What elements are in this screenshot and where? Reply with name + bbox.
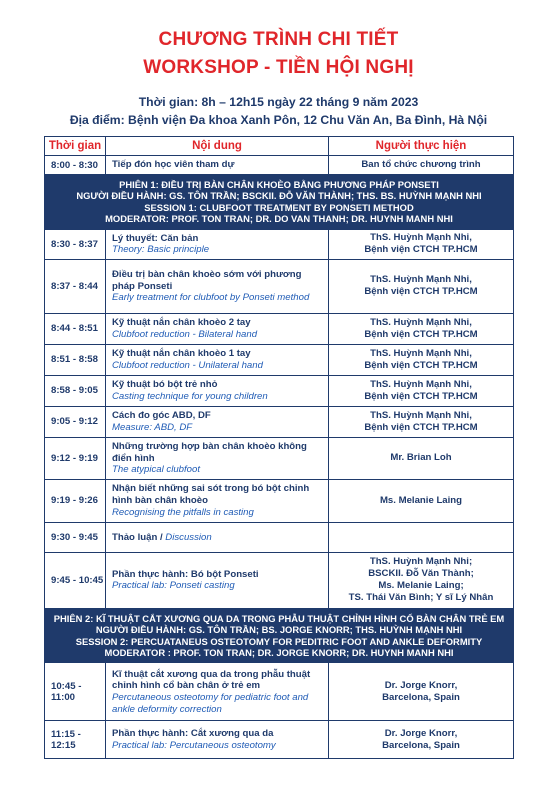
row-time: 8:51 - 8:58 — [45, 344, 106, 375]
speaker-affiliation: Bệnh viện CTCH TP.HCM — [364, 421, 478, 433]
session2-line4: MODERATOR : PROF. TON TRAN; DR. JORGE KNORR; DR. HUYNH MANH NHI — [104, 647, 454, 659]
content-vn: Nhận biết những sai sót trong bó bột chỉnh hình bàn chân khoèo — [112, 483, 310, 507]
speaker-name: ThS. Huỳnh Mạnh Nhi, — [370, 316, 472, 328]
row-content — [106, 313, 329, 344]
table-row — [45, 406, 514, 437]
content-en: Measure: ABD, DF — [112, 421, 193, 433]
content-vn: Thảo luận / — [112, 531, 163, 543]
table-row — [45, 479, 514, 522]
speaker-name: ThS. Huỳnh Mạnh Nhi, — [370, 347, 472, 359]
header-speaker: Người thực hiện — [329, 137, 514, 156]
row-content — [106, 721, 329, 759]
content-en: Recognising the pitfalls in casting — [112, 506, 254, 518]
content-en: Early treatment for clubfoot by Ponseti method — [112, 292, 310, 304]
speaker-name: ThS. Huỳnh Mạnh Nhi; — [369, 556, 473, 568]
row-time: 9:45 - 10:45 — [45, 552, 106, 608]
row-time: 11:15 - 12:15 — [45, 721, 106, 759]
speaker-name: Dr. Jorge Knorr, — [384, 727, 458, 739]
content-vn: Điều trị bàn chân khoèo sớm với phương pháp Ponseti — [112, 268, 302, 292]
row-content — [106, 663, 329, 721]
content-en: Practical lab: Percutaneous osteotomy — [112, 739, 276, 751]
speaker-name: Ms. Melanie Laing — [379, 494, 463, 506]
table-row — [45, 522, 514, 552]
row-time: 8:37 - 8:44 — [45, 259, 106, 313]
row-content — [106, 375, 329, 406]
session2-line3: SESSION 2: PERCUATANEUS OSTEOTOMY FOR PEDITRIC FOOT AND ANKLE DEFORMITY — [75, 635, 483, 647]
header-content: Nội dung — [106, 137, 329, 156]
row-speaker — [329, 406, 514, 437]
table-row — [45, 375, 514, 406]
row-speaker: Ban tổ chức chương trình — [329, 156, 514, 175]
row-content — [106, 344, 329, 375]
row-time: 8:44 - 8:51 — [45, 313, 106, 344]
session1-line1: PHIÊN 1: ĐIỀU TRỊ BÀN CHÂN KHOÈO BẰNG PHƯƠNG PHÁP PONSETI — [119, 179, 439, 190]
table-row — [45, 721, 514, 759]
content-en: Percutaneous osteotomy for pediatric foot and ankle deformity correction — [112, 691, 309, 715]
speaker-name: Ms. Melanie Laing; — [378, 580, 464, 592]
content-vn: Kỹ thuật bó bột trẻ nhỏ — [112, 379, 218, 391]
content-en: The atypical clubfoot — [112, 464, 200, 476]
speaker-affiliation: Bệnh viện CTCH TP.HCM — [364, 390, 478, 402]
speaker-affiliation: Bệnh viện CTCH TP.HCM — [364, 359, 478, 371]
speaker-affiliation: Bệnh viện CTCH TP.HCM — [364, 328, 478, 340]
row-content — [106, 437, 329, 479]
row-content — [106, 522, 329, 552]
session-header — [45, 608, 514, 663]
content-vn: Kĩ thuật cắt xương qua da trong phẫu thuật chỉnh hình cổ bàn chân ở trẻ em — [112, 668, 311, 692]
page-title-line2: WORKSHOP - TIỀN HỘI NGHỊ — [143, 57, 414, 78]
table-row — [45, 229, 514, 259]
row-speaker — [329, 522, 514, 552]
row-speaker — [329, 344, 514, 375]
table-row — [45, 259, 514, 313]
content-en: Clubfoot reduction - Bilateral hand — [112, 328, 258, 340]
content-vn: Kỹ thuật nắn chân khoèo 2 tay — [112, 317, 251, 329]
session2-line1: PHIÊN 2: KĨ THUẬT CẮT XƯƠNG QUA DA TRONG PHẪU THUẬT CHỈNH HÌNH CỔ BÀN CHÂN TRẺ EM — [53, 612, 505, 624]
row-time: 9:19 - 9:26 — [45, 479, 106, 522]
row-time: 9:05 - 9:12 — [45, 406, 106, 437]
table-row — [45, 663, 514, 721]
speaker-affiliation: Bệnh viện CTCH TP.HCM — [364, 244, 478, 256]
row-content — [106, 259, 329, 313]
table-row — [45, 156, 514, 175]
row-speaker — [329, 552, 514, 608]
content-en: Clubfoot reduction - Unilateral hand — [112, 359, 263, 371]
speaker-affiliation: Bệnh viện CTCH TP.HCM — [364, 286, 478, 298]
speaker-name: Mr. Brian Loh — [390, 452, 452, 464]
session-header — [45, 175, 514, 230]
location-info: Địa điểm: Bệnh viện Đa khoa Xanh Pôn, 12 Chu Văn An, Ba Đình, Hà Nội — [69, 113, 488, 127]
content-en: Practical lab: Ponseti casting — [112, 580, 235, 592]
content-vn: Phần thực hành: Bó bột Ponseti — [112, 568, 259, 580]
content-en: Discussion — [162, 531, 212, 543]
content-vn: Tiếp đón học viên tham dự — [112, 159, 235, 171]
row-content — [106, 406, 329, 437]
content-vn: Kỹ thuật nắn chân khoèo 1 tay — [112, 348, 251, 360]
speaker-affiliation: Barcelona, Spain — [382, 739, 460, 751]
row-time: 9:30 - 9:45 — [45, 522, 106, 552]
table-row — [45, 552, 514, 608]
speaker-name: ThS. Huỳnh Mạnh Nhi, — [370, 274, 472, 286]
row-content — [106, 229, 329, 259]
content-en: Theory: Basic principle — [112, 244, 210, 256]
content-vn: Những trường hợp bàn chân khoèo không điển hình — [112, 440, 307, 464]
program-table — [44, 136, 514, 759]
content-en: Casting technique for young children — [112, 390, 268, 402]
row-speaker — [329, 721, 514, 759]
speaker-name: BSCKII. Đỗ Văn Thành; — [368, 568, 474, 580]
row-speaker — [329, 437, 514, 479]
row-content — [106, 479, 329, 522]
row-content — [106, 156, 329, 175]
row-content — [106, 552, 329, 608]
row-speaker — [329, 663, 514, 721]
content-vn: Lý thuyết: Căn bản — [112, 232, 199, 244]
speaker-name: ThS. Huỳnh Mạnh Nhi, — [370, 378, 472, 390]
row-speaker — [329, 479, 514, 522]
page-title-line1: CHƯƠNG TRÌNH CHI TIẾT — [158, 29, 399, 50]
table-row — [45, 313, 514, 344]
session1-line3: SESSION 1: CLUBFOOT TREATMENT BY PONSETI METHOD — [144, 201, 414, 213]
row-time: 8:58 - 9:05 — [45, 375, 106, 406]
table-row — [45, 344, 514, 375]
speaker-name: ThS. Huỳnh Mạnh Nhi, — [370, 232, 472, 244]
row-speaker — [329, 313, 514, 344]
table-header-row — [45, 137, 514, 156]
row-time: 10:45 - 11:00 — [45, 663, 106, 721]
table-row — [45, 437, 514, 479]
speaker-affiliation: Barcelona, Spain — [382, 691, 460, 703]
speaker-name: ThS. Huỳnh Mạnh Nhi, — [370, 409, 472, 421]
content-vn: Cách đo góc ABD, DF — [112, 410, 211, 422]
time-info: Thời gian: 8h – 12h15 ngày 22 tháng 9 năm 2023 — [138, 95, 419, 109]
header-time: Thời gian — [45, 137, 106, 156]
row-speaker — [329, 229, 514, 259]
row-time: 8:00 - 8:30 — [45, 156, 106, 175]
row-time: 8:30 - 8:37 — [45, 229, 106, 259]
session1-line2: NGƯỜI ĐIỀU HÀNH: GS. TÔN TRẦN; BSCKII. ĐỖ VĂN THÀNH; THS. BS. HUỲNH MẠNH NHI — [76, 190, 482, 202]
row-speaker — [329, 259, 514, 313]
speaker-name: TS. Thái Văn Bình; Y sĩ Lý Nhân — [348, 592, 494, 604]
row-speaker — [329, 375, 514, 406]
row-time: 9:12 - 9:19 — [45, 437, 106, 479]
session1-line4: MODERATOR: PROF. TON TRAN; DR. DO VAN THANH; DR. HUYNH MANH NHI — [105, 213, 453, 225]
content-vn: Phần thực hành: Cắt xương qua da — [112, 728, 274, 740]
speaker-name: Dr. Jorge Knorr, — [384, 679, 458, 691]
session2-line2: NGƯỜI ĐIỀU HÀNH: GS. TÔN TRẦN; BS. JORGE KNORR; THS. HUỲNH MẠNH NHI — [95, 624, 463, 636]
